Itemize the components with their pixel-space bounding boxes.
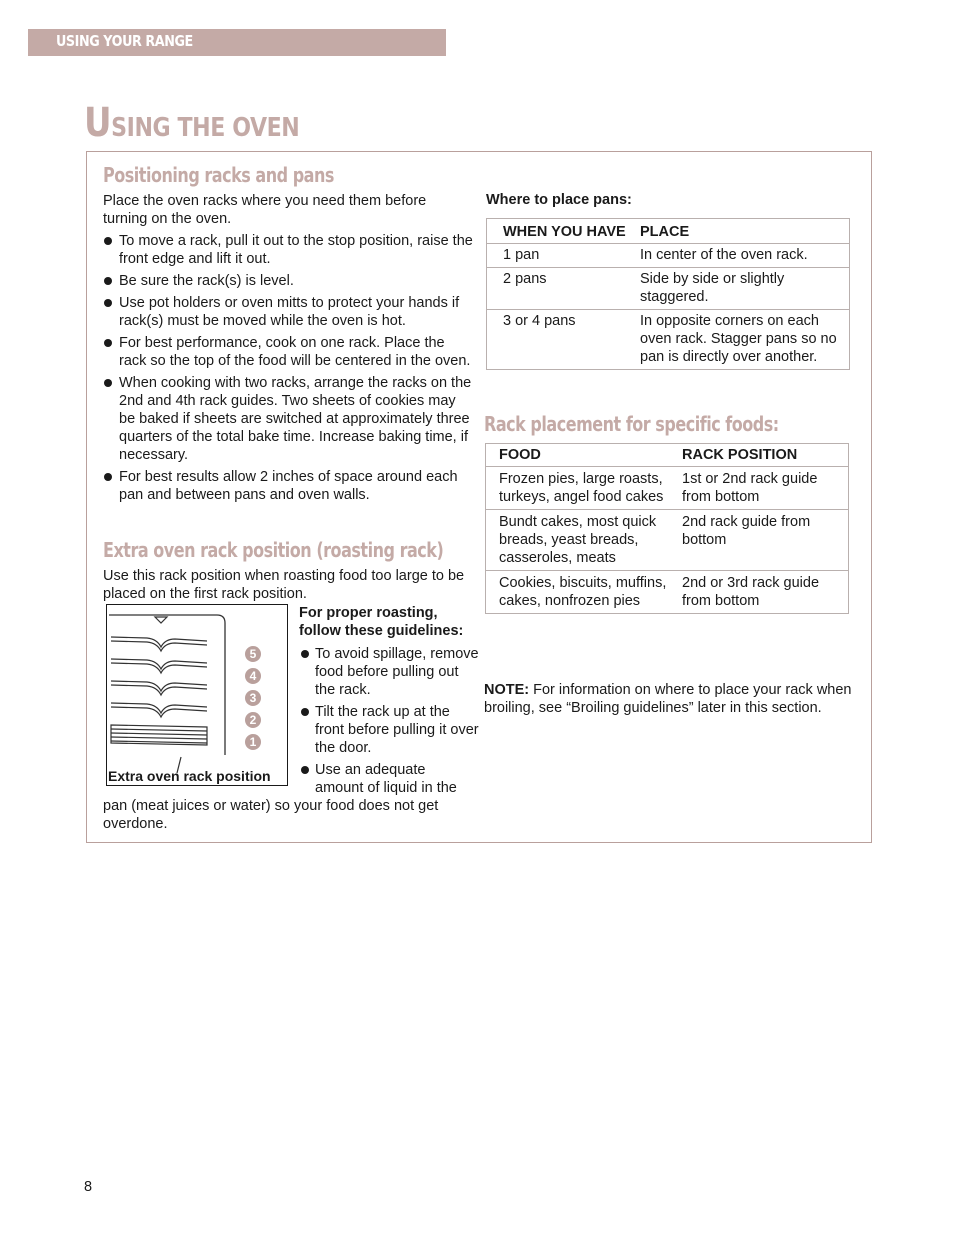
table-cell: In opposite corners on each oven rack. Stagger pans so no pan is directly over another. xyxy=(636,310,850,370)
table-row xyxy=(486,510,849,571)
bullet-icon xyxy=(104,299,112,307)
bullet-icon xyxy=(104,237,112,245)
extra-rack-intro: Use this rack position when roasting food too large to be placed on the first rack position. xyxy=(103,568,465,602)
bullet-text: Be sure the rack(s) is level. xyxy=(119,273,294,289)
bullet-icon xyxy=(301,650,309,658)
list-item xyxy=(103,232,475,268)
table-row xyxy=(486,467,849,510)
positioning-heading: Positioning racks and pans xyxy=(103,163,334,187)
bullet-icon xyxy=(301,708,309,716)
bullet-icon xyxy=(104,379,112,387)
list-item xyxy=(103,468,475,504)
table-row xyxy=(487,268,850,310)
rack-position-figure xyxy=(106,604,288,786)
list-item xyxy=(299,645,479,699)
section-header-text: USING YOUR RANGE xyxy=(56,32,193,50)
list-item xyxy=(103,374,475,464)
list-item xyxy=(103,294,475,330)
table-cell: 2 pans xyxy=(487,268,637,310)
table-cell: Cookies, biscuits, muffins, cakes, nonfrozen pies xyxy=(486,571,679,614)
positioning-bullet-list xyxy=(103,232,475,508)
note-label: NOTE: xyxy=(484,682,530,698)
table-cell: Side by side or slightly staggered. xyxy=(636,268,850,310)
table-row xyxy=(486,571,849,614)
bullet-text: When cooking with two racks, arrange the racks on the 2nd and 4th rack guides. Two sheets of cookies may be baked if sheets are switched at approximately three quarters of the total bake time. Increase baking time, if necessary. xyxy=(119,375,472,463)
note-text: For information on where to place your rack when broiling, see “Broiling guidelines” later in this section. xyxy=(484,682,852,716)
table-cell: 2nd rack guide from bottom xyxy=(678,510,849,571)
extra-rack-heading: Extra oven rack position (roasting rack) xyxy=(103,538,444,562)
foods-heading: Rack placement for specific foods: xyxy=(484,412,779,436)
list-item xyxy=(299,761,475,797)
oven-rack-illustration xyxy=(107,605,289,787)
bullet-icon xyxy=(104,277,112,285)
page-title xyxy=(84,100,299,146)
pans-table-label: Where to place pans: xyxy=(486,192,632,208)
guidelines-title: For proper roasting, follow these guidelines: xyxy=(299,605,464,639)
rack-label-2: 2 xyxy=(249,713,257,727)
table-cell: 2nd or 3rd rack guide from bottom xyxy=(678,571,849,614)
table-cell: In center of the oven rack. xyxy=(636,244,850,268)
rack-label-3: 3 xyxy=(249,691,257,705)
bullet-icon xyxy=(104,473,112,481)
bullet-text: Tilt the rack up at the front before pulling it over the door. xyxy=(315,704,479,756)
foods-table xyxy=(485,443,849,614)
pans-table xyxy=(486,218,850,370)
bullet-text: For best performance, cook on one rack. Place the rack so the top of the food will be centered in the oven. xyxy=(119,335,471,369)
page-title-rest: SING THE OVEN xyxy=(111,113,300,143)
table-header-row xyxy=(486,444,849,467)
list-item xyxy=(299,703,479,757)
figure-caption: Extra oven rack position xyxy=(108,768,271,784)
broiling-note xyxy=(484,681,854,717)
guidelines-tail-text: pan (meat juices or water) so your food does not get overdone. xyxy=(103,798,439,832)
bullet-text: To move a rack, pull it out to the stop position, raise the front edge and lift it out. xyxy=(119,233,473,267)
column-header: WHEN YOU HAVE xyxy=(487,219,637,244)
roasting-guidelines xyxy=(299,604,479,801)
bullet-icon xyxy=(301,766,309,774)
table-row xyxy=(487,244,850,268)
table-cell: Frozen pies, large roasts, turkeys, angel food cakes xyxy=(486,467,679,510)
page-number: 8 xyxy=(84,1179,93,1195)
section-header-bar xyxy=(28,29,446,56)
bullet-icon xyxy=(104,339,112,347)
table-cell: Bundt cakes, most quick breads, yeast breads, casseroles, meats xyxy=(486,510,679,571)
bullet-text: Use an adequate amount of liquid in the xyxy=(315,762,457,796)
page-title-initial: U xyxy=(84,100,112,146)
table-cell: 1st or 2nd rack guide from bottom xyxy=(678,467,849,510)
bullet-text: For best results allow 2 inches of space around each pan and between pans and oven walls. xyxy=(119,469,458,503)
column-header: PLACE xyxy=(636,219,850,244)
rack-label-1: 1 xyxy=(249,735,257,749)
list-item xyxy=(103,334,475,370)
table-header-row xyxy=(487,219,850,244)
table-cell: 1 pan xyxy=(487,244,637,268)
column-header: FOOD xyxy=(486,444,679,467)
positioning-intro: Place the oven racks where you need them before turning on the oven. xyxy=(103,193,427,227)
rack-label-4: 4 xyxy=(249,669,257,683)
bullet-text: To avoid spillage, remove food before pulling out the rack. xyxy=(315,646,479,698)
column-header: RACK POSITION xyxy=(678,444,849,467)
bullet-text: Use pot holders or oven mitts to protect your hands if rack(s) must be moved while the oven is hot. xyxy=(119,295,460,329)
rack-label-5: 5 xyxy=(249,647,257,661)
list-item xyxy=(103,272,475,290)
table-cell: 3 or 4 pans xyxy=(487,310,637,370)
table-row xyxy=(487,310,850,370)
